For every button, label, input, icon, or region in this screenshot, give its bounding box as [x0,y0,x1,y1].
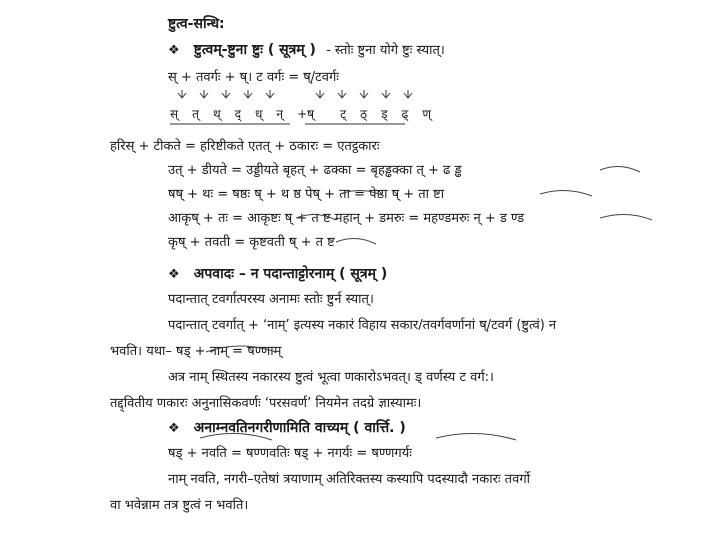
example-arc [540,190,592,196]
diagram-arrow [316,90,324,98]
formula: स् + तवर्गः + ष्। ट वर्गः = ष्/टवर्गः [168,70,339,85]
example-line-2: उत् + डीयते = उड्डीयते बृहत् + ढक्का = बृहड्ढक्का त् + ढ ड्ढ [168,163,462,178]
para-2-line-2: नाम् नवति, नगरी–एतेषां त्रयाणाम् अतिरिक्तस्य कस्यापि पदस्यादौ नकारः तवर्गो [168,472,531,487]
para-arc [436,433,516,440]
para-1-line-3: भवति। यथा– षड् + नाम् = षण्णाम् [110,344,282,359]
diagram-bottom-2: ठ् [360,107,368,121]
para-2-line-1: षड् + नवति = षण्णवतिः षड् + नगर्यः = षण्णगर्यः [168,446,412,461]
example-arc [336,238,376,244]
example-line-5: कृष् + तवती = कृष्टवती ष् + त ष्ट [168,235,335,250]
para-1-line-2: पदान्तात् टवर्गात् + ‘नाम्’ इत्यस्य नकारं विहाय सकार/तवर्गवर्णानां ष्/टवर्ग (ष्टुत्वं) न [168,318,557,333]
diagram-arrow [360,90,368,98]
diagram-top-3: थ् [212,107,221,121]
diamond-bullet-icon: ❖ [168,267,180,282]
sutra-1-rest: - स्तोः ष्टुना योगे ष्टुः स्यात्। [326,43,445,58]
diagram-top-1: स् [170,107,179,121]
para-2-line-3: वा भवेन्नाम तत्र ष्टुत्वं न भवति। [110,498,249,513]
diagram-arrow [200,90,208,98]
diagram-bottom-3: ड् [381,107,388,121]
sutra-2-title: अपवादः – न पदान्ताट्टोरनाम् ( सूत्रम् ) [193,266,388,282]
diagram-arrow [382,90,390,98]
diagram-arrow [244,90,252,98]
diamond-bullet-icon: ❖ [168,421,180,436]
diagram-arrow [178,90,186,98]
diagram-bottom-5: ण् [422,107,431,121]
diamond-bullet-icon: ❖ [168,43,180,58]
example-arc [600,166,640,172]
sutra-3 [168,418,406,439]
diagram-arrow [404,90,412,98]
diagram-arrow [338,90,346,98]
diagram-arrow [266,90,274,98]
example-line-4: आकृष् + तः = आकृष्टः ष् + त ष्ट महान् + डमरुः = महण्डमरुः न् + ड ण्ड [168,211,525,226]
para-1-line-5: तद्द्वितीय णकारः अनुनासिकवर्णः ‘परसवर्ण’ नियमेन तदग्रे ज्ञास्यामः। [110,396,422,411]
example-line-1: हरिस् + टीकते = हरिष्टीकते एतत् + ठकारः = एतट्ठकारः [110,139,380,154]
diagram-top-4: द् [234,107,242,121]
page-heading: ष्टुत्व-सन्धि: [168,16,225,32]
para-1-line-4: अत्र नाम् स्थितस्य नकारस्य ष्टुत्वं भूत्वा णकारोऽभवत्। ड् वर्णस्य ट वर्ग:। [168,370,494,385]
para-1-line-1: पदान्तात् टवर्गात्परस्य अनामः स्तोः ष्टुर्न स्यात्। [168,292,374,307]
diagram-bottom-1: ट् [340,107,347,121]
example-arc [600,214,652,220]
diagram-top-2: त् [192,107,199,121]
sutra-1 [168,40,445,61]
diagram-top-7: +ष् [297,107,315,121]
sutra-2 [168,264,387,285]
diagram-row [170,104,445,125]
sutra-3-title: अनाम्नवतिनगरीणामिति वाच्यम् ( वार्त्ति. ) [193,420,406,436]
diagram-bottom-4: ढ् [401,107,409,121]
diagram-top-6: न् [276,107,284,121]
diagram-arrow [222,90,230,98]
sutra-1-title: ष्टुत्वम्-ष्टुना ष्टुः ( सूत्रम् ) [193,42,316,58]
diagram-top-5: ध् [255,107,263,121]
example-line-3: षष् + थः = षष्ठः ष् + थ ष्ठ पेष् + ता = पेष्टा ष् + ता ष्टा [168,187,445,202]
